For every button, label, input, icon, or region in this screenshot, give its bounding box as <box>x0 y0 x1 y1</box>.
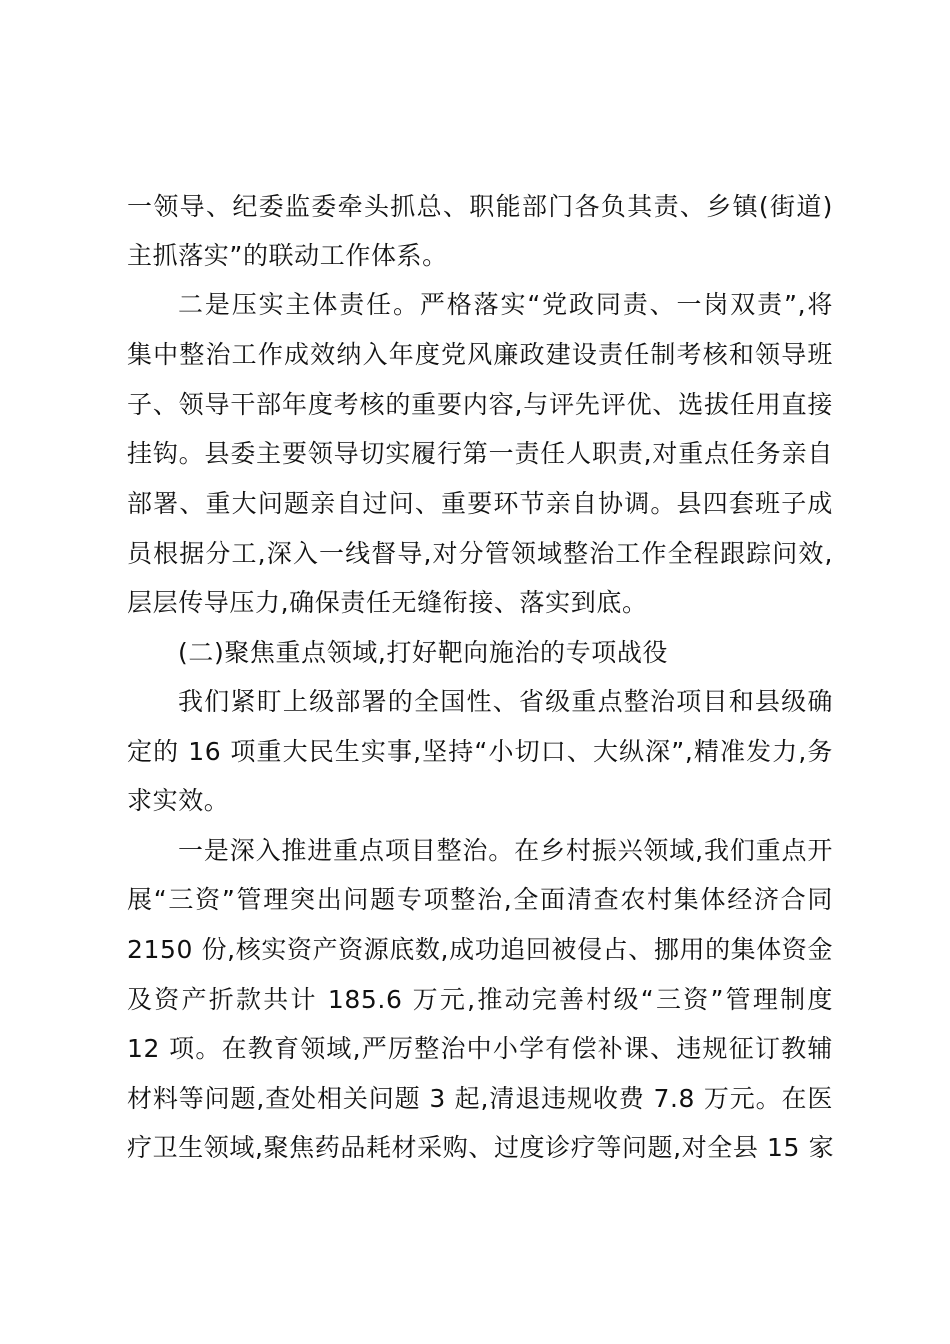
text-line-18: 12 项。在教育领域,严厉整治中小学有偿补课、违规征订教辅 <box>127 1034 833 1063</box>
text-line-5: 子、领导干部年度考核的重要内容,与评先评优、选拔任用直接 <box>127 390 833 419</box>
text-line-9: 层层传导压力,确保责任无缝衔接、落实到底。 <box>127 588 648 617</box>
text-line-7: 部署、重大问题亲自过问、重要环节亲自协调。县四套班子成 <box>127 489 833 518</box>
text-line-14: 一是深入推进重点项目整治。在乡村振兴领域,我们重点开 <box>178 836 833 865</box>
text-line-6: 挂钩。县委主要领导切实履行第一责任人职责,对重点任务亲自 <box>127 439 833 468</box>
text-line-4: 集中整治工作成效纳入年度党风廉政建设责任制考核和领导班 <box>127 340 833 369</box>
text-line-15: 展“三资”管理突出问题专项整治,全面清查农村集体经济合同 <box>127 885 833 914</box>
text-line-20: 疗卫生领域,聚焦药品耗材采购、过度诊疗等问题,对全县 15 家 <box>127 1133 835 1162</box>
text-line-13: 求实效。 <box>127 786 230 815</box>
text-line-11: 我们紧盯上级部署的全国性、省级重点整治项目和县级确 <box>178 687 833 716</box>
section-heading: (二)聚焦重点领域,打好靶向施治的专项战役 <box>178 638 669 667</box>
text-line-3: 二是压实主体责任。严格落实“党政同责、一岗双责”,将 <box>178 290 833 319</box>
text-line-17: 及资产折款共计 185.6 万元,推动完善村级“三资”管理制度 <box>127 985 833 1014</box>
text-line-1: 一领导、纪委监委牵头抓总、职能部门各负其责、乡镇(街道) <box>127 192 833 221</box>
text-line-2: 主抓落实”的联动工作体系。 <box>127 241 448 270</box>
text-line-12: 定的 16 项重大民生实事,坚持“小切口、大纵深”,精准发力,务 <box>127 737 833 766</box>
text-line-16: 2150 份,核实资产资源底数,成功追回被侵占、挪用的集体资金 <box>127 935 834 964</box>
text-line-8: 员根据分工,深入一线督导,对分管领域整治工作全程跟踪问效, <box>127 539 833 568</box>
text-line-19: 材料等问题,查处相关问题 3 起,清退违规收费 7.8 万元。在医 <box>127 1084 833 1113</box>
